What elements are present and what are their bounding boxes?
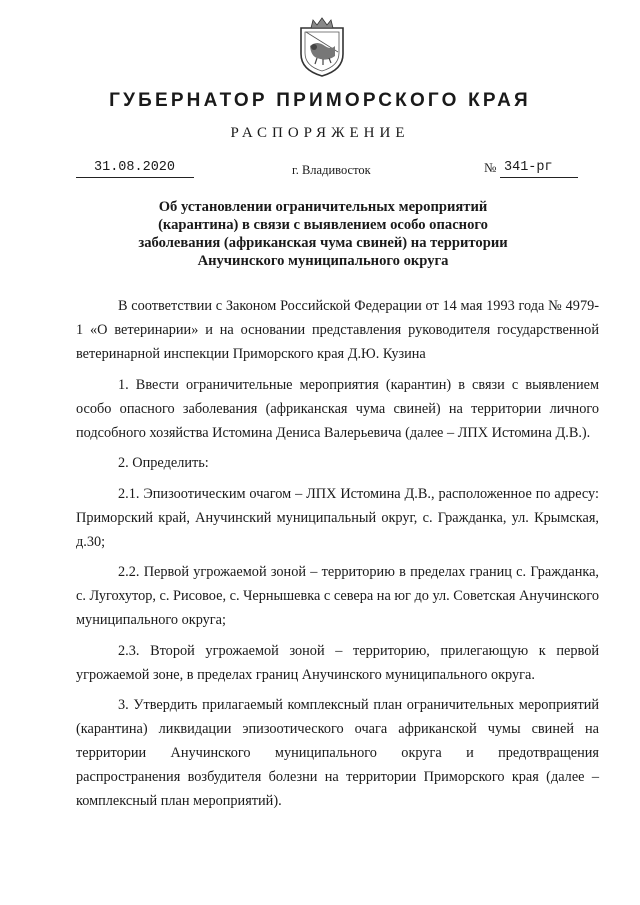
clause-1-paragraph: 1. Ввести ограничительные мероприятия (карантин) в связи с выявлением особо опасного заболевания (африканская чума свиней) на территории личного подсобного хозяйства Истомина Дениса Валерьевича (далее – ЛПХ Истомина Д.В.). xyxy=(76,376,599,441)
document-city: г. Владивосток xyxy=(292,163,371,177)
clause-2-paragraph: 2. Определить: xyxy=(118,455,209,471)
coat-of-arms-icon xyxy=(297,16,347,78)
document-date: 31.08.2020 xyxy=(76,160,194,178)
governor-title: ГУБЕРНАТОР ПРИМОРСКОГО КРАЯ xyxy=(109,90,531,111)
document-body xyxy=(76,294,599,813)
document-subject: Об установлении ограничительных мероприятий (карантина) в связи с выявлением особо опасного заболевания (африканская чума свиней) на территории Анучинского муниципального округа xyxy=(138,199,508,269)
clause-2-3-paragraph: 2.3. Второй угрожаемой зоной – территорию, прилегающую к первой угрожаемой зоне, в пределах границ Анучинского муниципального округа. xyxy=(76,642,599,683)
preamble-paragraph: В соответствии с Законом Российской Федерации от 14 мая 1993 года № 4979-1 «О ветеринарии» и на основании представления руководителя государственной ветеринарной инспекции Приморского края Д.Ю. Кузина xyxy=(76,298,599,362)
clause-2-2-paragraph: 2.2. Первой угрожаемой зоной – территорию в пределах границ с. Гражданка, с. Лугохутор, с. Рисовое, с. Чернышевка с севера на юг до ул. Советская Анучинского муниципального округа; xyxy=(76,564,599,628)
document-type: РАСПОРЯЖЕНИЕ xyxy=(230,125,410,141)
number-sign: № xyxy=(484,160,497,175)
document-number: 341-рг xyxy=(500,160,578,178)
clause-2-1-paragraph: 2.1. Эпизоотическим очагом – ЛПХ Истомина Д.В., расположенное по адресу: Приморский край, Анучинский муниципальный округ, с. Гражданка, ул. Крымская, д.30; xyxy=(76,485,599,550)
clause-3-paragraph: 3. Утвердить прилагаемый комплексный план ограничительных мероприятий (карантина) ликвидации эпизоотического очага африканской чумы свиней на территории Анучинского муниципального округа и предотвращения распространения возбудителя болезни на территории Приморского края (далее – комплексный план мероприятий). xyxy=(76,697,599,809)
